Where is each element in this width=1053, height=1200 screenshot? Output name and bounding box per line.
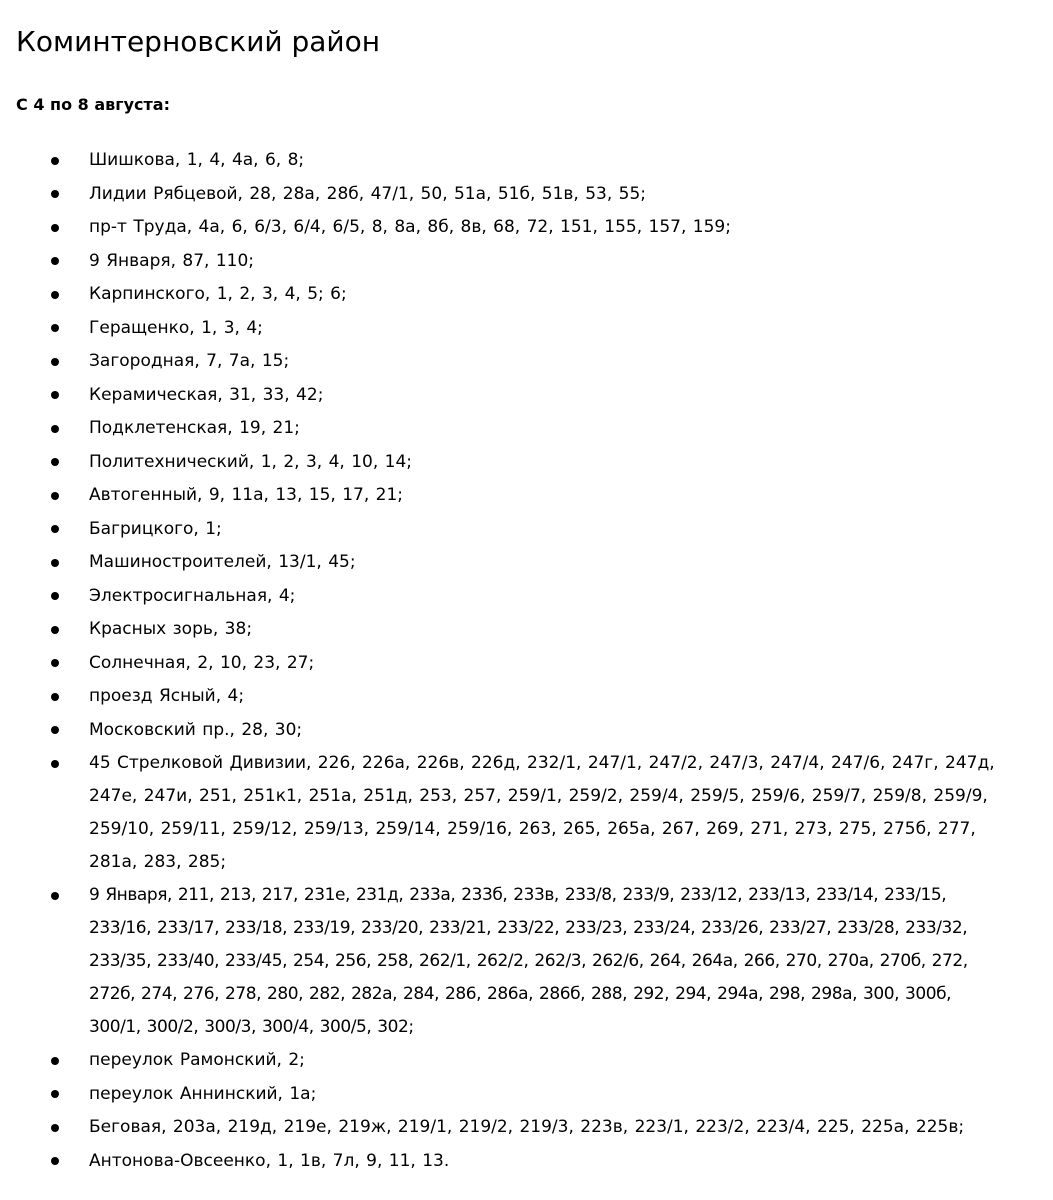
list-item xyxy=(0,312,1053,345)
page-title: Коминтерновский район xyxy=(16,25,381,58)
list-item-text: 45 Стрелковой Дивизии, 226, 226а, 226в, 226д, 232/1, 247/1, 247/2, 247/3, 247/4, 247/6, 247г, 247д, 247е, 247и, 251, 251к1, 251а, 251д, 253, 257, 259/1, 259/2, 259/4, 259/5, 259/6, 259/7, 259/8, 259/9, 259/10, 259/11, 259/12, 259/13, 259/14, 259/16, 263, 265, 265а, 267, 269, 271, 273, 275, 275б, 277, 281а, 283, 285; xyxy=(89,753,995,872)
list-item xyxy=(0,278,1053,311)
list-item xyxy=(0,412,1053,445)
list-item xyxy=(0,1078,1053,1111)
bullet-icon xyxy=(51,626,59,634)
bullet-icon xyxy=(51,224,59,232)
list-item-text: 9 Января, 87, 110; xyxy=(89,250,255,271)
bullet-icon xyxy=(51,257,59,265)
list-item-text: 9 Января, 211, 213, 217, 231е, 231д, 233а, 233б, 233в, 233/8, 233/9, 233/12, 233/13, 233/14, 233/15, 233/16, 233/17, 233/18, 233/19, 233/20, 233/21, 233/22, 233/23, 233/24, 233/26, 233/27, 233/28, 233/32, 233/35, 233/40, 233/45, 254, 256, 258, 262/1, 262/2, 262/3, 262/6, 264, 264а, 266, 270, 270а, 270б, 272, 272б, 274, 276, 278, 280, 282, 282а, 284, 286, 286а, 286б, 288, 292, 294, 294а, 298, 298а, 300, 300б, 300/1, 300/2, 300/3, 300/4, 300/5, 302; xyxy=(89,885,968,1037)
list-item-text: Антонова-Овсеенко, 1, 1в, 7л, 9, 11, 13. xyxy=(89,1150,450,1171)
bullet-icon xyxy=(51,492,59,500)
bullet-icon xyxy=(51,1157,59,1165)
bullet-icon xyxy=(51,190,59,198)
list-item xyxy=(0,379,1053,412)
list-item-text: пр-т Труда, 4а, 6, 6/3, 6/4, 6/5, 8, 8а, 8б, 8в, 68, 72, 151, 155, 157, 159; xyxy=(89,217,731,237)
list-item-text: Загородная, 7, 7а, 15; xyxy=(89,351,290,371)
bullet-icon xyxy=(51,659,59,667)
bullet-icon xyxy=(51,1057,59,1065)
bullet-icon xyxy=(51,559,59,567)
list-item-text: Подклетенская, 19, 21; xyxy=(89,418,300,438)
bullet-icon xyxy=(51,291,59,299)
list-item-text: Лидии Рябцевой, 28, 28а, 28б, 47/1, 50, 51а, 51б, 51в, 53, 55; xyxy=(89,183,647,204)
list-item-text: Солнечная, 2, 10, 23, 27; xyxy=(89,652,315,673)
list-item xyxy=(0,446,1053,479)
list-item xyxy=(0,546,1053,579)
date-range-heading: С 4 по 8 августа: xyxy=(16,95,170,114)
list-item-text: Электросигнальная, 4; xyxy=(89,585,296,606)
list-item xyxy=(0,680,1053,713)
list-item-text: переулок Аннинский, 1а; xyxy=(89,1083,317,1104)
bullet-icon xyxy=(51,324,59,332)
list-item-text: Машиностроителей, 13/1, 45; xyxy=(89,552,356,572)
list-item-text: Политехнический, 1, 2, 3, 4, 10, 14; xyxy=(89,451,412,472)
list-item xyxy=(0,178,1053,211)
bullet-icon xyxy=(51,525,59,533)
list-item-text: Автогенный, 9, 11а, 13, 15, 17, 21; xyxy=(89,485,404,505)
list-item xyxy=(0,580,1053,613)
bullet-icon xyxy=(51,157,59,165)
bullet-icon xyxy=(51,358,59,366)
list-item xyxy=(0,879,1053,1044)
bullet-icon xyxy=(51,892,59,900)
bullet-icon xyxy=(51,458,59,466)
list-item xyxy=(0,1111,1053,1144)
list-item xyxy=(0,211,1053,244)
list-item-text: переулок Рамонский, 2; xyxy=(89,1050,305,1071)
list-item-text: проезд Ясный, 4; xyxy=(89,686,245,706)
list-item xyxy=(0,613,1053,646)
list-item xyxy=(0,714,1053,747)
list-item-text: Беговая, 203а, 219д, 219е, 219ж, 219/1, 219/2, 219/3, 223в, 223/1, 223/2, 223/4, 225, 225а, 225в; xyxy=(89,1117,965,1138)
list-item xyxy=(0,747,1053,879)
list-item-text: Карпинского, 1, 2, 3, 4, 5; 6; xyxy=(89,284,347,304)
list-item-text: Керамическая, 31, 33, 42; xyxy=(89,384,324,405)
bullet-icon xyxy=(51,391,59,399)
list-item xyxy=(0,1044,1053,1077)
bullet-icon xyxy=(51,592,59,600)
bullet-icon xyxy=(51,760,59,768)
list-item xyxy=(0,144,1053,177)
street-list xyxy=(0,144,1053,1178)
bullet-icon xyxy=(51,1124,59,1132)
list-item xyxy=(0,245,1053,278)
list-item xyxy=(0,345,1053,378)
list-item xyxy=(0,647,1053,680)
list-item-text: Красных зорь, 38; xyxy=(89,619,253,639)
list-item-text: Багрицкого, 1; xyxy=(89,518,222,539)
list-item-text: Шишкова, 1, 4, 4а, 6, 8; xyxy=(89,150,305,170)
bullet-icon xyxy=(51,425,59,433)
bullet-icon xyxy=(51,726,59,734)
list-item xyxy=(0,1145,1053,1178)
bullet-icon xyxy=(51,1090,59,1098)
list-item xyxy=(0,479,1053,512)
list-item xyxy=(0,513,1053,546)
list-item-text: Геращенко, 1, 3, 4; xyxy=(89,317,263,338)
bullet-icon xyxy=(51,693,59,701)
list-item-text: Московский пр., 28, 30; xyxy=(89,719,303,740)
